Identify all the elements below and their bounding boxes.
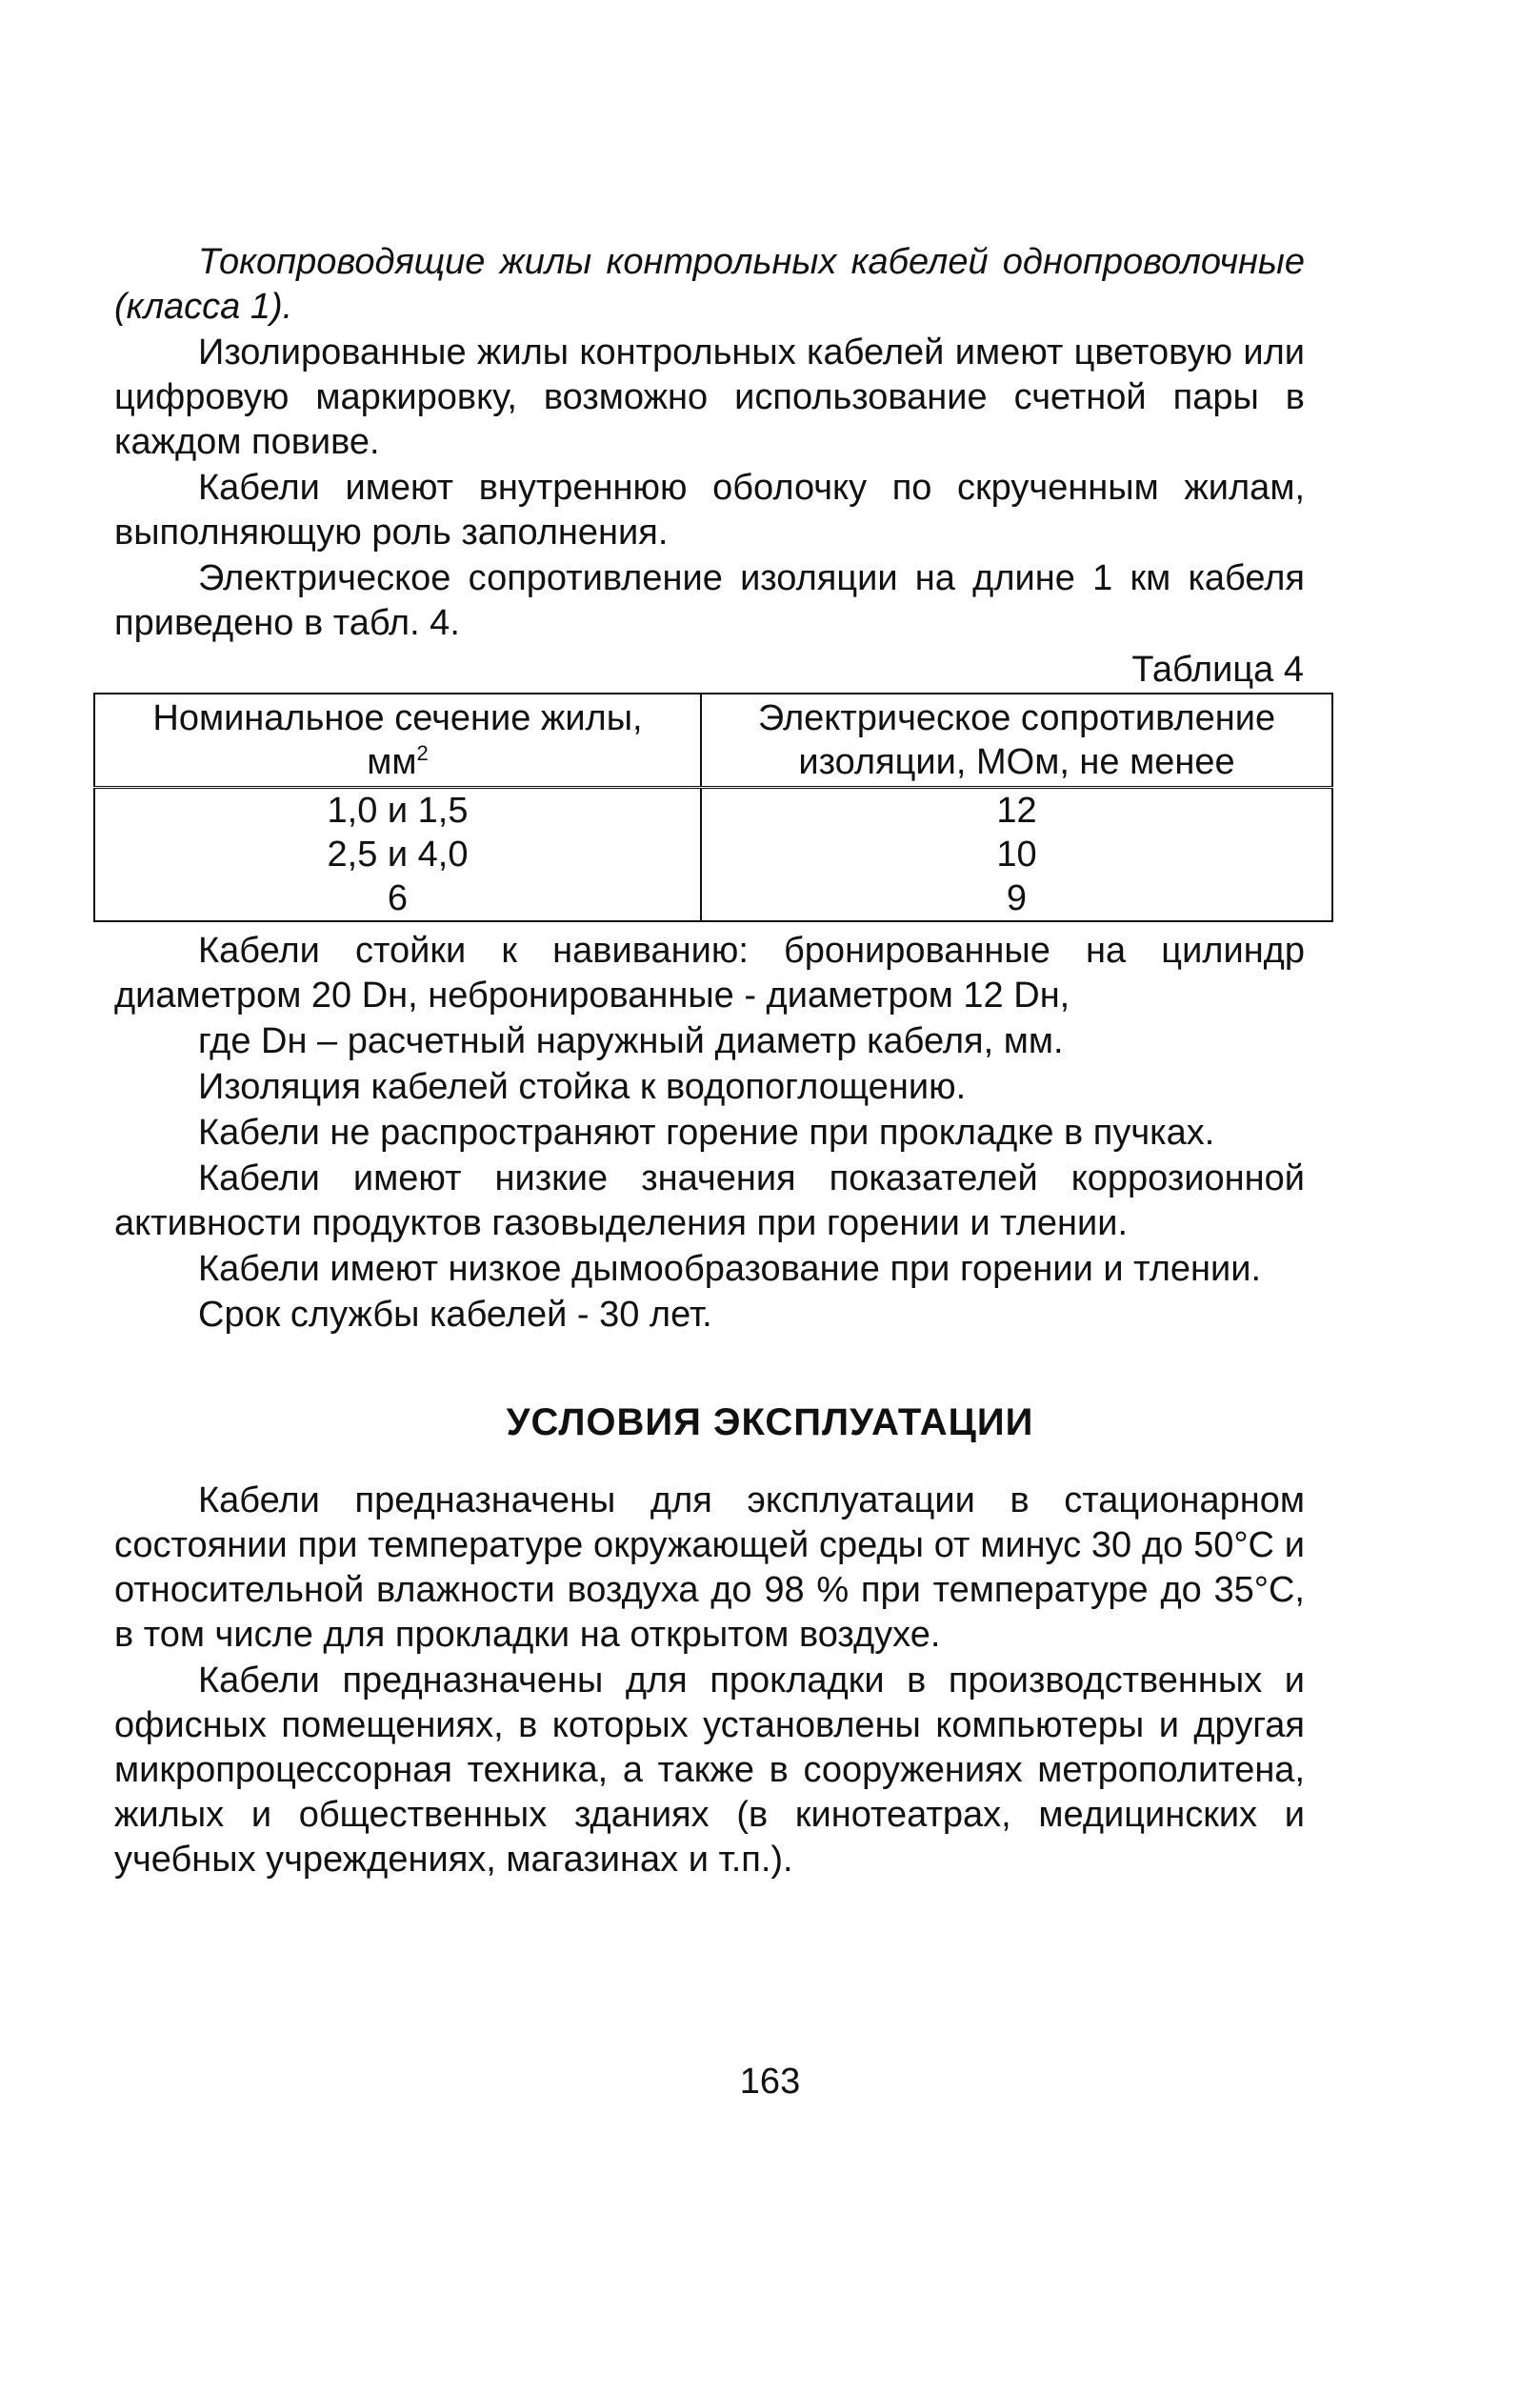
cell-resistance: 9 — [701, 876, 1332, 921]
cell-resistance: 12 — [701, 788, 1332, 834]
paragraph-winding: Кабели стойки к навиванию: бронированные на цилиндр диаметром 20 Dн, небронированные - диаметром 12 Dн, — [114, 931, 1305, 1016]
paragraph-corrosion: Кабели имеют низкие значения показателей коррозионной активности продуктов газовыделения при горении и тлении. — [114, 1158, 1305, 1243]
table-row — [94, 788, 1332, 834]
paragraph-operating-conditions: Кабели предназначены для эксплуатации в стационарном состоянии при температуре окружающей среды от минус 30 до 50°С и относительной влажности воздуха до 98 % при температуре до 35°С, в том числе для прокладки на открытом воздухе. — [114, 1480, 1305, 1655]
table-row — [94, 833, 1332, 876]
conditions-text — [114, 1479, 1305, 1883]
section-heading: УСЛОВИЯ ЭКСПЛУАТАЦИИ — [506, 1401, 1034, 1443]
paragraph-diameter-note: где Dн – расчетный наружный диаметр кабеля, мм. — [198, 1021, 1064, 1061]
paragraph-marking: Изолированные жилы контрольных кабелей имеют цветовую или цифровую маркировку, возможно использование счетной пары в каждом повиве. — [114, 332, 1305, 462]
properties-text — [114, 929, 1305, 1338]
header-resistance — [701, 694, 1332, 788]
table-caption: Таблица 4 — [1131, 650, 1304, 690]
header-resistance-line1: Электрическое сопротивление — [757, 698, 1276, 738]
cell-section: 2,5 и 4,0 — [94, 833, 701, 876]
table-row — [94, 876, 1332, 921]
paragraph-inner-sheath: Кабели имеют внутреннюю оболочку по скрученным жилам, выполняющую роль заполнения. — [114, 468, 1305, 553]
paragraph-fire: Кабели не распространяют горение при прокладке в пучках. — [198, 1113, 1215, 1153]
header-resistance-line2: изоляции, МОм, не менее — [798, 742, 1235, 782]
header-section-unit-sup: 2 — [416, 741, 429, 765]
resistance-table — [93, 693, 1333, 922]
page-number: 163 — [739, 2062, 801, 2102]
paragraph-installation: Кабели предназначены для прокладки в производственных и офисных помещениях, в которых установлены компьютеры и другая микропроцессорная техника, а также в сооружениях метрополитена, жилых и общественных зданиях (в кинотеатрах, медицинских и учебных учреждениях, магазинах и т.п.). — [114, 1660, 1305, 1880]
paragraph-smoke: Кабели имеют низкое дымообразование при горении и тлении. — [198, 1249, 1262, 1289]
paragraph-water: Изоляция кабелей стойка к водопоглощению. — [198, 1067, 967, 1107]
paragraph-service-life: Срок службы кабелей - 30 лет. — [198, 1295, 712, 1335]
intro-text — [114, 240, 1305, 647]
header-section — [94, 694, 701, 788]
cell-section: 1,0 и 1,5 — [94, 788, 701, 834]
table-header-row — [94, 694, 1332, 788]
paragraph-conductors: Токопроводящие жилы контрольных кабелей однопроволочные (класса 1). — [114, 242, 1305, 327]
cell-resistance: 10 — [701, 833, 1332, 876]
cell-section: 6 — [94, 876, 701, 921]
header-section-unit: мм — [367, 742, 417, 782]
paragraph-resistance-ref: Электрическое сопротивление изоляции на длине 1 км кабеля приведено в табл. 4. — [114, 558, 1305, 643]
header-section-line1: Номинальное сечение жилы, — [152, 698, 643, 738]
